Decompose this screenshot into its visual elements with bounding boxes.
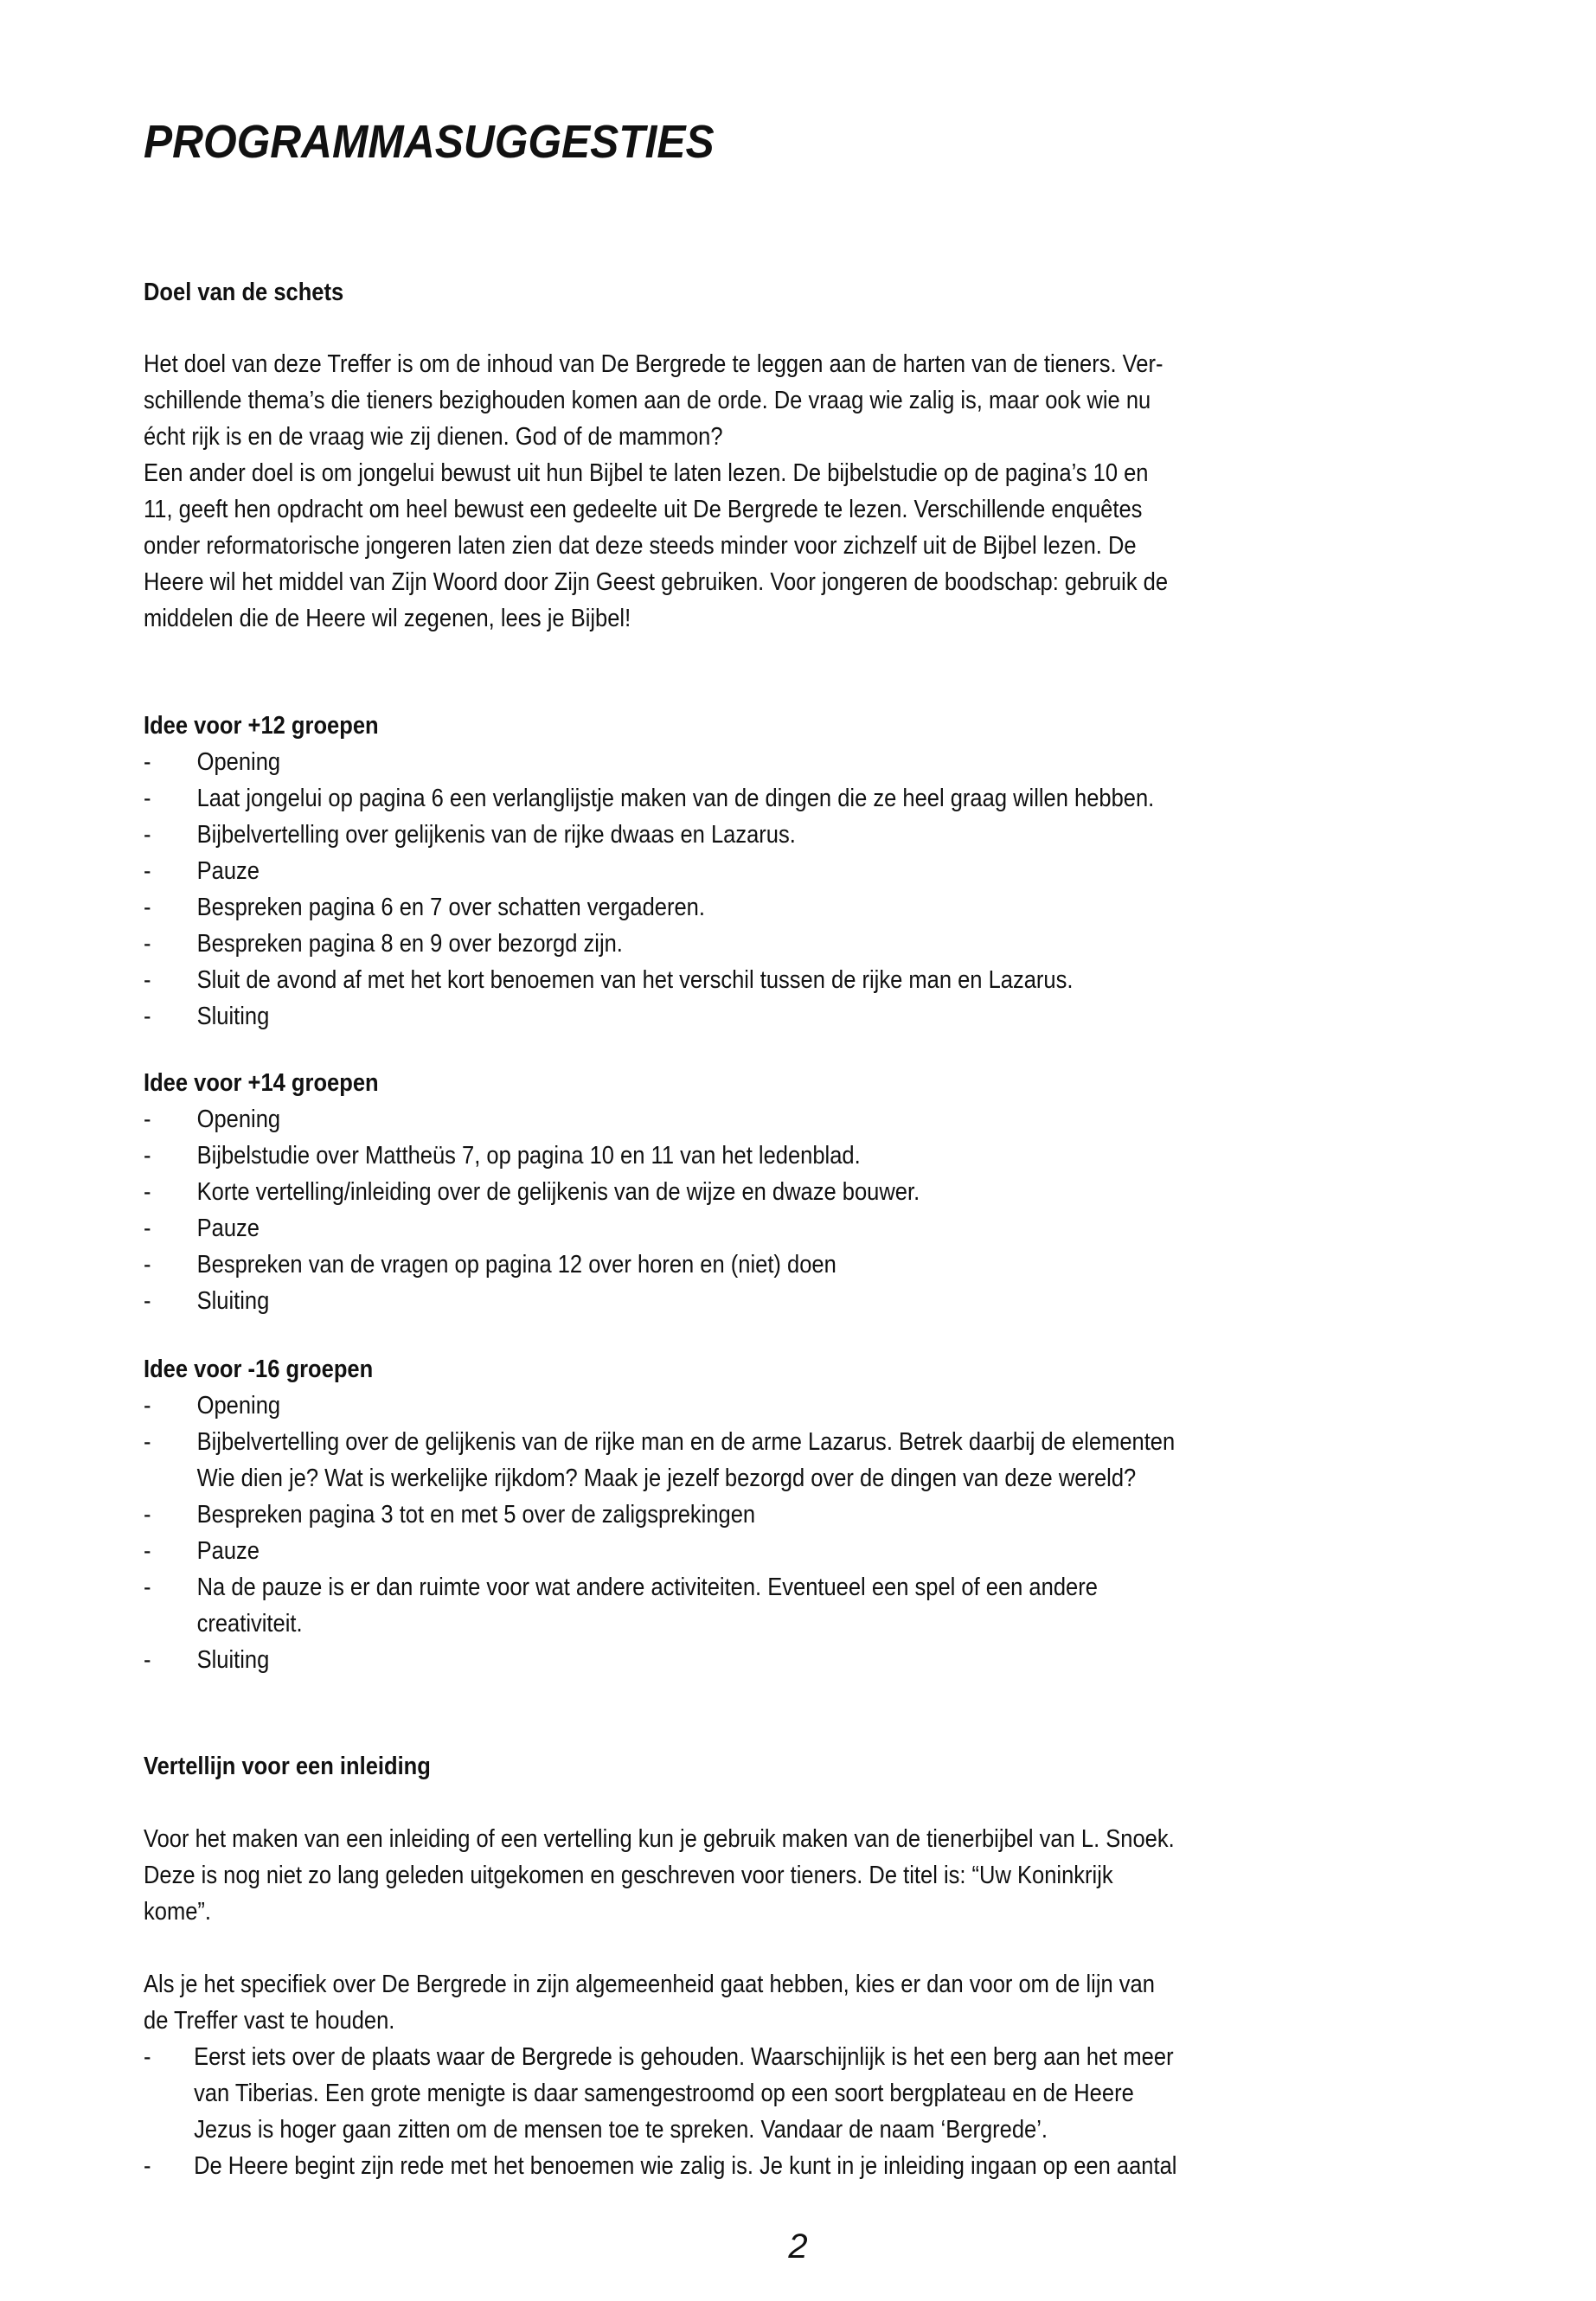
bullet-dash: - (144, 1287, 151, 1315)
bullet-dash: - (144, 1501, 151, 1529)
list-item-text: Bespreken pagina 6 en 7 over schatten vergaderen. (196, 894, 705, 921)
list-item (144, 780, 1514, 817)
list-item-continuation (144, 1460, 1514, 1497)
paragraph-line: schillende thema’s die tieners bezighouden komen aan de orde. De vraag wie zalig is, maar ook wie nu (144, 387, 1151, 414)
list-item-continuation (144, 2075, 1514, 2112)
paragraph-line: onder reformatorische jongeren laten zien dat deze steeds minder voor zichzelf uit de Bijbel lezen. De (144, 532, 1137, 560)
list-item (144, 1388, 1514, 1424)
list-item (144, 1569, 1514, 1606)
list-item-text: Sluiting (196, 1646, 270, 1674)
bullet-dash: - (144, 1142, 151, 1170)
list-item (144, 1174, 1514, 1210)
list-item-text: Pauze (196, 1537, 260, 1565)
list-item-text: Bespreken pagina 8 en 9 over bezorgd zijn. (196, 930, 623, 958)
list-item-text: De Heere begint zijn rede met het benoemen wie zalig is. Je kunt in je inleiding ingaan op een aantal (194, 2152, 1177, 2180)
list-item (144, 2039, 1514, 2075)
section-idee-14 (144, 1065, 1514, 1319)
section-idee-12 (144, 708, 1514, 1035)
bullet-dash: - (144, 1178, 151, 1206)
list-item (144, 1424, 1514, 1460)
paragraph-line: 11, geeft hen opdracht om heel bewust een gedeelte uit De Bergrede te lezen. Verschillende enquêtes (144, 496, 1143, 523)
list-item-text: Sluiting (196, 1287, 270, 1315)
narrative-list (144, 2039, 1514, 2184)
list-item (144, 998, 1514, 1035)
list-item-text: Bespreken pagina 3 tot en met 5 over de zaligsprekingen (196, 1501, 756, 1529)
list-item-continuation (144, 2112, 1514, 2148)
section-heading: Doel van de schets (144, 279, 344, 306)
bullet-dash: - (144, 1251, 151, 1279)
list-item (144, 1101, 1514, 1138)
section-heading: Idee voor -16 groepen (144, 1356, 374, 1383)
page-title: PROGRAMMASUGGESTIES (144, 116, 715, 168)
section-heading: Idee voor +14 groepen (144, 1069, 379, 1097)
bullet-dash: - (144, 2152, 151, 2180)
section-heading: Vertellijn voor een inleiding (144, 1753, 431, 1780)
bullet-dash: - (144, 2043, 151, 2071)
bullet-dash: - (144, 894, 151, 921)
bullet-dash: - (144, 785, 151, 812)
section-idee-16 (144, 1351, 1514, 1678)
list-item-text: Sluit de avond af met het kort benoemen van het verschil tussen de rijke man en Lazarus. (196, 966, 1074, 994)
list-item (144, 1138, 1514, 1174)
bullet-dash: - (144, 1646, 151, 1674)
list-item-continuation (144, 1606, 1514, 1642)
paragraph-line: middelen die de Heere wil zegenen, lees je Bijbel! (144, 605, 631, 632)
bullet-dash: - (144, 1215, 151, 1242)
list-item-text: Bijbelstudie over Mattheüs 7, op pagina 10 en 11 van het ledenblad. (196, 1142, 861, 1170)
list-item (144, 817, 1514, 853)
section-doel (144, 274, 1514, 637)
list-item-text: Korte vertelling/inleiding over de gelijkenis van de wijze en dwaze bouwer. (196, 1178, 920, 1206)
bullet-dash: - (144, 1392, 151, 1420)
program-list (144, 1101, 1514, 1319)
list-item (144, 1210, 1514, 1247)
list-item-text: creativiteit. (196, 1610, 303, 1638)
section-heading: Idee voor +12 groepen (144, 712, 379, 740)
list-item-text: Laat jongelui op pagina 6 een verlanglijstje maken van de dingen die ze heel graag willen hebben. (196, 785, 1155, 812)
bullet-dash: - (144, 930, 151, 958)
list-item (144, 1283, 1514, 1319)
list-item-text: Sluiting (196, 1003, 270, 1030)
paragraph-line: Als je het specifiek over De Bergrede in zijn algemeenheid gaat hebben, kies er dan voor om de lijn van (144, 1971, 1155, 1998)
bullet-dash: - (144, 1428, 151, 1456)
list-item (144, 1497, 1514, 1533)
list-item-text: van Tiberias. Een grote menigte is daar samengestroomd op een soort bergplateau en de Heere (194, 2080, 1134, 2107)
program-list (144, 744, 1514, 1035)
list-item (144, 1642, 1514, 1678)
list-item (144, 889, 1514, 926)
bullet-dash: - (144, 748, 151, 776)
list-item-text: Bijbelvertelling over gelijkenis van de rijke dwaas en Lazarus. (196, 821, 796, 849)
list-item-text: Jezus is hoger gaan zitten om de mensen toe te spreken. Vandaar de naam ‘Bergrede’. (194, 2116, 1048, 2144)
list-item-text: Opening (196, 1106, 281, 1133)
list-item (144, 926, 1514, 962)
list-item-text: Pauze (196, 1215, 260, 1242)
list-item-text: Opening (196, 1392, 281, 1420)
bullet-dash: - (144, 966, 151, 994)
paragraph-line: Een ander doel is om jongelui bewust uit hun Bijbel te laten lezen. De bijbelstudie op de pagina’s 10 en (144, 459, 1149, 487)
paragraph-line: Voor het maken van een inleiding of een vertelling kun je gebruik maken van de tienerbijbel van L. Snoek. (144, 1825, 1175, 1853)
list-item-text: Bijbelvertelling over de gelijkenis van de rijke man en de arme Lazarus. Betrek daarbij de elementen (196, 1428, 1176, 1456)
list-item (144, 744, 1514, 780)
list-item-text: Bespreken van de vragen op pagina 12 over horen en (niet) doen (196, 1251, 836, 1279)
list-item-text: Eerst iets over de plaats waar de Bergrede is gehouden. Waarschijnlijk is het een berg aan het meer (194, 2043, 1174, 2071)
paragraph-line: écht rijk is en de vraag wie zij dienen. God of de mammon? (144, 423, 723, 451)
bullet-dash: - (144, 1574, 151, 1601)
list-item-text: Wie dien je? Wat is werkelijke rijkdom? Maak je jezelf bezorgd over de dingen van deze wereld? (196, 1465, 1137, 1492)
list-item (144, 1533, 1514, 1569)
list-item (144, 962, 1514, 998)
list-item (144, 853, 1514, 889)
program-list (144, 1388, 1514, 1678)
paragraph-line: Heere wil het middel van Zijn Woord door Zijn Geest gebruiken. Voor jongeren de boodschap: gebruik de (144, 568, 1169, 596)
bullet-dash: - (144, 857, 151, 885)
bullet-dash: - (144, 821, 151, 849)
paragraph-line: de Treffer vast te houden. (144, 2007, 395, 2035)
paragraph-line: Het doel van deze Treffer is om de inhoud van De Bergrede te leggen aan de harten van de tieners. Ver- (144, 350, 1163, 378)
list-item (144, 1247, 1514, 1283)
bullet-dash: - (144, 1106, 151, 1133)
list-item (144, 2148, 1514, 2184)
paragraph-line: kome”. (144, 1898, 212, 1926)
bullet-dash: - (144, 1003, 151, 1030)
list-item-text: Opening (196, 748, 281, 776)
list-item-text: Na de pauze is er dan ruimte voor wat andere activiteiten. Eventueel een spel of een andere (196, 1574, 1098, 1601)
list-item-text: Pauze (196, 857, 260, 885)
bullet-dash: - (144, 1537, 151, 1565)
section-vertellijn (144, 1748, 1514, 2184)
paragraph-line: Deze is nog niet zo lang geleden uitgekomen en geschreven voor tieners. De titel is: “Uw Koninkrijk (144, 1862, 1113, 1889)
page-number: 2 (788, 2227, 808, 2266)
